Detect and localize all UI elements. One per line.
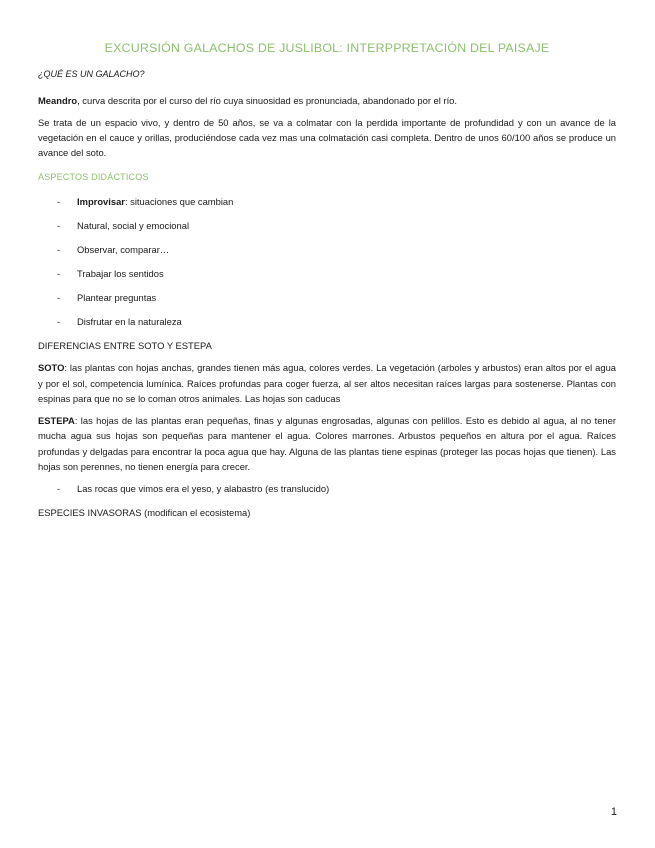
espacio-vivo-paragraph: Se trata de un espacio vivo, y dentro de 50 años, se va a colmatar con la perdida importante de profundidad y con un avance de la vegetación en el cauce y orillas, produciéndose cada vez mas una colmatación casi completa. Dentro de unos 60/100 años se produce un avance del soto. <box>38 116 616 159</box>
list-item-text: Disfrutar en la naturaleza <box>77 316 182 328</box>
list-item <box>38 266 616 283</box>
list-item-term: Improvisar <box>77 196 125 208</box>
dash-bullet: - <box>57 244 61 256</box>
document-page <box>38 38 616 527</box>
dash-bullet: - <box>57 220 61 232</box>
estepa-paragraph <box>38 413 616 474</box>
aspectos-heading: ASPECTOS DIDÁCTICOS <box>38 171 149 182</box>
soto-text: : las plantas con hojas anchas, grandes tienen más agua, colores verdes. La vegetación (arboles y arbustos) eran altos por el agua y por el sol, competencia lumínica. Raíces profundas para coger fuerza, al ser altos necesitan raíces largas para sostenerse. Plantas con espinas para que no se lo coman otros animales. Las hojas son caducas <box>38 362 616 404</box>
dash-bullet: - <box>57 292 61 304</box>
document-title: EXCURSIÓN GALACHOS DE JUSLIBOL: INTERPPRETACIÓN DEL PAISAJE <box>104 41 550 55</box>
list-item <box>38 242 616 259</box>
dash-bullet: - <box>57 268 61 280</box>
list-item-text: Las rocas que vimos era el yeso, y alabastro (es translucido) <box>77 483 330 495</box>
diferencias-heading: DIFERENCIAS ENTRE SOTO Y ESTEPA <box>38 340 212 352</box>
list-item <box>38 218 616 235</box>
list-item-text: Natural, social y emocional <box>77 220 190 232</box>
list-item <box>38 194 616 211</box>
list-item-text: : situaciones que cambian <box>124 196 234 208</box>
meandro-term: Meandro <box>38 94 78 106</box>
list-item <box>38 290 616 307</box>
question-heading: ¿QUÉ ES UN GALACHO? <box>38 69 145 80</box>
dash-bullet: - <box>57 196 61 208</box>
list-item-text: Plantear preguntas <box>77 292 157 304</box>
list-item-text: Trabajar los sentidos <box>77 268 164 280</box>
page-number: 1 <box>610 806 617 818</box>
rocas-list <box>38 481 616 498</box>
estepa-text: : las hojas de las plantas eran pequeñas, finas y algunas engrosadas, algunas con pelillos. Esto es debido al agua, al no tener mucha agua sus hojas son pequeñas para mantener el agua. Colores marrones. Arbustos pequeños en altura por el agua. Raíces profundas y delgadas para encontrar la poca agua que hay. Alguna de las plantas tiene espinas (proteger las pocas hojas que tienen). Las hojas son perennes, no tienen energía para crecer. <box>38 415 616 472</box>
especies-heading: ESPECIES INVASORAS (modifican el ecosistema) <box>38 507 251 519</box>
soto-paragraph <box>38 360 616 406</box>
list-item-text: Observar, comparar… <box>77 244 170 256</box>
meandro-paragraph <box>38 93 616 108</box>
meandro-text: , curva descrita por el curso del río cuya sinuosidad es pronunciada, abandonado por el río. <box>77 94 457 106</box>
soto-term: SOTO <box>38 362 65 374</box>
aspectos-list <box>38 194 616 331</box>
list-item <box>38 481 616 498</box>
estepa-term: ESTEPA <box>38 415 75 427</box>
list-item <box>38 314 616 331</box>
dash-bullet: - <box>57 316 61 328</box>
dash-bullet: - <box>57 483 61 495</box>
